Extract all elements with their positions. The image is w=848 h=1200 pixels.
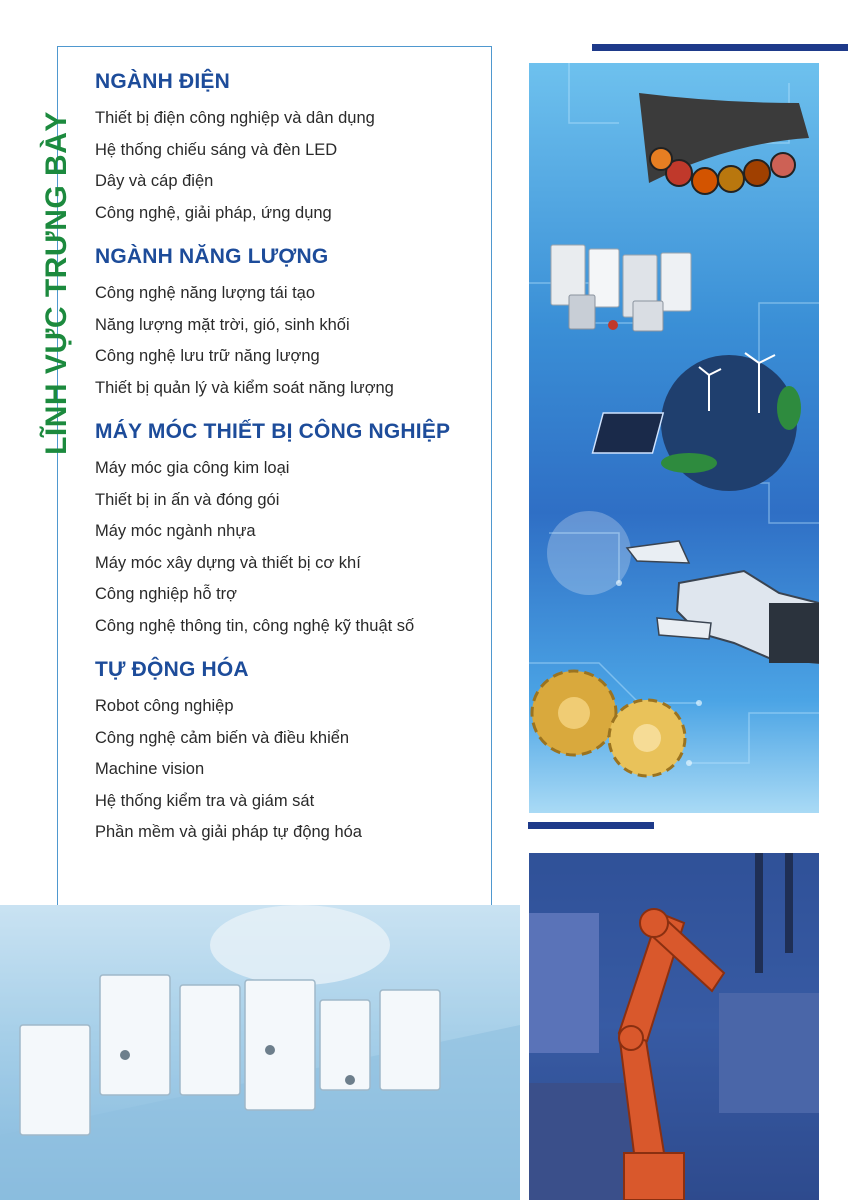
circuit-breakers-icon — [551, 245, 691, 331]
section-heading: NGÀNH NĂNG LƯỢNG — [95, 245, 329, 268]
list-item: Thiết bị quản lý và kiểm soát năng lượng — [95, 378, 394, 397]
top-accent-bar — [592, 44, 848, 51]
categories-list — [95, 68, 495, 863]
gears-icon — [532, 671, 685, 776]
list-item: Công nghệ cảm biến và điều khiển — [95, 728, 350, 747]
list-item: Robot công nghiệp — [95, 697, 234, 715]
circuit-background — [529, 63, 819, 813]
list-item: Công nghệ, giải pháp, ứng dụng — [95, 203, 332, 222]
list-item: Công nghệ thông tin, công nghệ kỹ thuật số — [95, 616, 415, 635]
solar-wind-icon — [592, 353, 801, 491]
section-heading: MÁY MÓC THIẾT BỊ CÔNG NGHIỆP — [95, 420, 451, 443]
list-item: Thiết bị in ấn và đóng gói — [95, 490, 280, 509]
exhibition-parts-image — [0, 905, 520, 1200]
list-item: Công nghiệp hỗ trợ — [95, 585, 237, 603]
list-item: Máy móc gia công kim loại — [95, 459, 290, 477]
list-item: Thiết bị điện công nghiệp và dân dụng — [95, 109, 375, 127]
section-heading: NGÀNH ĐIỆN — [95, 70, 231, 93]
section-energy — [95, 243, 495, 404]
list-item: Dây và cáp điện — [95, 172, 214, 190]
section-heading: TỰ ĐỘNG HÓA — [95, 658, 249, 681]
list-item: Máy móc xây dựng và thiết bị cơ khí — [95, 553, 361, 572]
robot-hand-icon — [547, 511, 819, 663]
list-item: Máy móc ngành nhựa — [95, 522, 256, 540]
list-item: Machine vision — [95, 760, 205, 778]
list-item: Phần mềm và giải pháp tự động hóa — [95, 823, 362, 841]
list-item: Công nghệ năng lượng tái tạo — [95, 284, 316, 302]
factory-robot-image — [529, 853, 819, 1200]
list-item: Hệ thống kiểm tra và giám sát — [95, 791, 315, 810]
list-item: Hệ thống chiếu sáng và đèn LED — [95, 140, 338, 159]
section-automation — [95, 656, 495, 849]
section-electrical — [95, 68, 495, 229]
middle-accent-bar — [528, 822, 654, 829]
list-item: Năng lượng mặt trời, gió, sinh khối — [95, 315, 350, 334]
tech-collage-image — [529, 63, 819, 813]
vertical-title-text: LĨNH VỰC TRƯNG BÀY — [40, 111, 73, 455]
list-item: Công nghệ lưu trữ năng lượng — [95, 347, 320, 365]
vertical-title — [27, 73, 87, 493]
section-machinery — [95, 418, 495, 642]
